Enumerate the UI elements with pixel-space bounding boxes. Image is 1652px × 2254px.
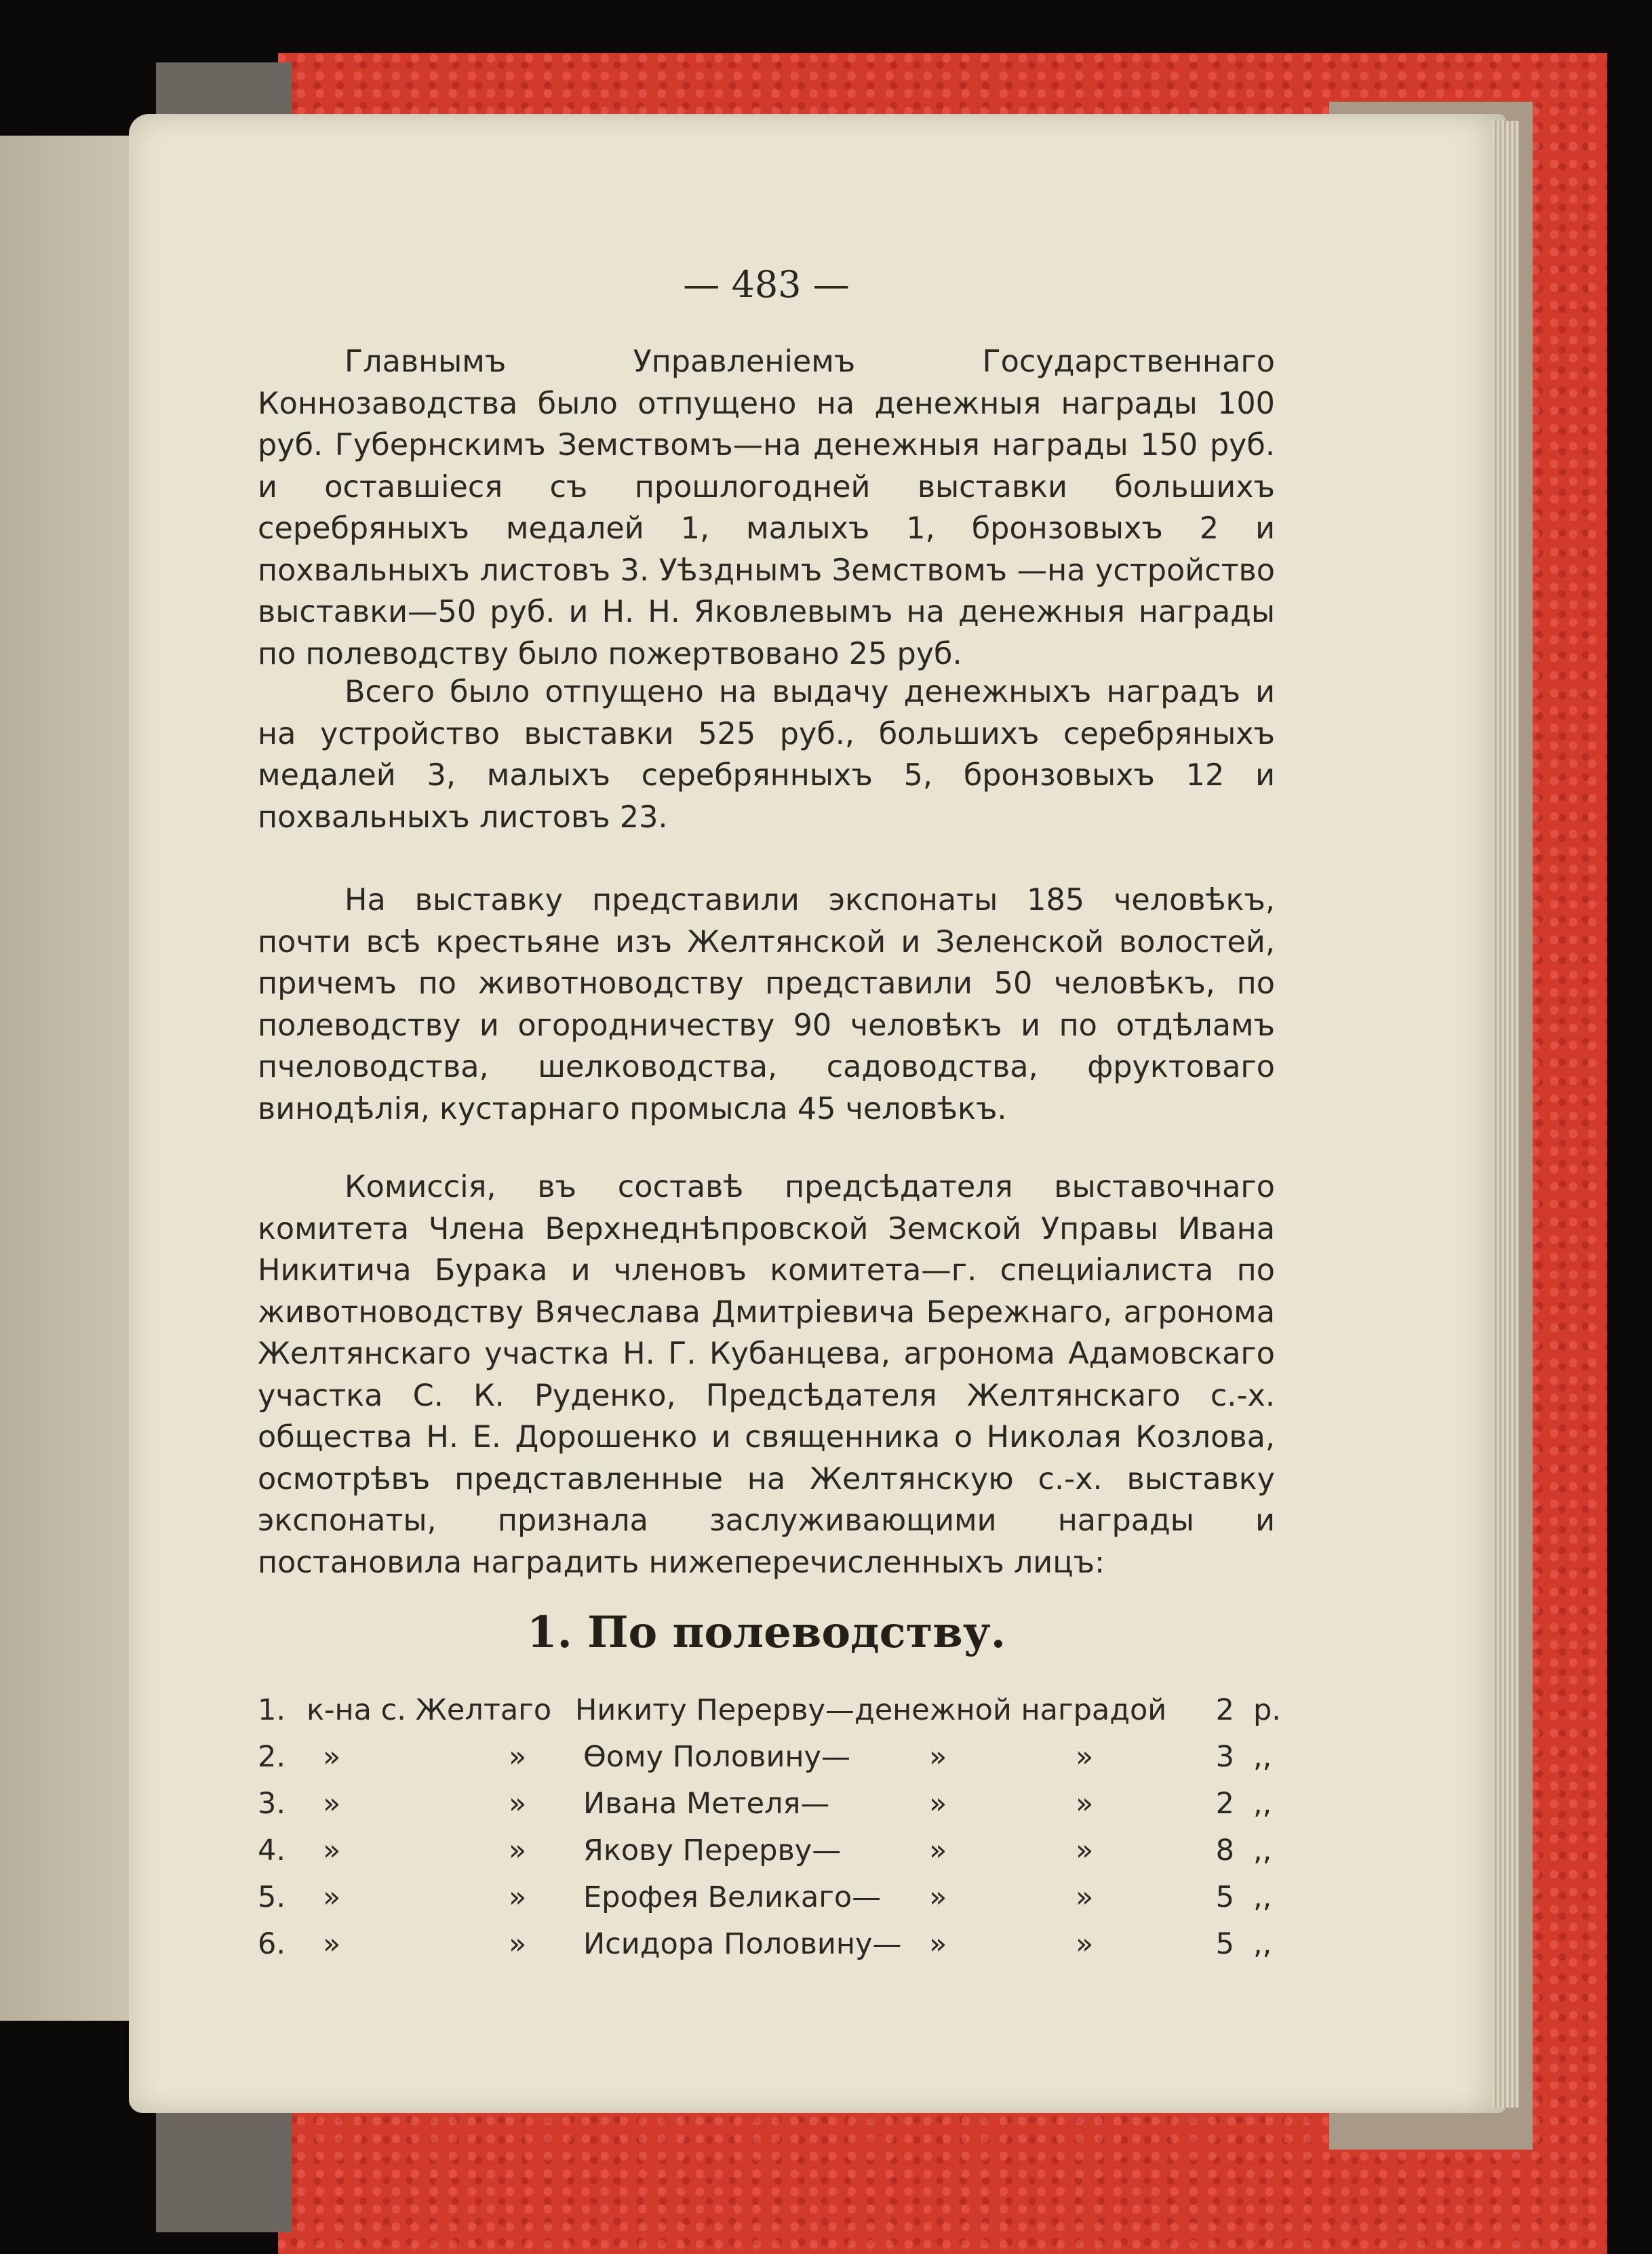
award-amount: 5 bbox=[1215, 1880, 1234, 1914]
page-edges bbox=[1492, 121, 1519, 2108]
award-unit: р. bbox=[1253, 1693, 1281, 1727]
award-ditto: » bbox=[929, 1787, 947, 1821]
award-row bbox=[258, 1787, 1282, 1834]
award-place: » bbox=[323, 1927, 341, 1961]
award-place: » bbox=[323, 1787, 341, 1821]
award-recipient: Ерофея Великаго— bbox=[583, 1880, 882, 1914]
award-place-ditto: » bbox=[509, 1740, 527, 1774]
paragraph-1: Главнымъ Управленіемъ Государственнаго Коннозаводства было отпущено на денежныя награды 100 руб. Губернскимъ Земствомъ—на денежныя награды 150 руб. и оставшіеся съ прошлогодней выставки большихъ серебряныхъ медалей 1, малыхъ 1, бронзовыхъ 2 и похвальныхъ листовъ 3. Уѣзднымъ Земствомъ —на устройство выставки—50 руб. и Н. Н. Яковлевымъ на денежныя награды по полеводству было пожертвовано 25 руб. bbox=[258, 344, 1275, 671]
award-row bbox=[258, 1740, 1282, 1787]
award-recipient: Исидора Половину— bbox=[583, 1927, 902, 1961]
page-number: — 483 — bbox=[683, 263, 850, 306]
award-number: 6. bbox=[258, 1927, 286, 1961]
award-ditto: » bbox=[929, 1834, 947, 1867]
award-unit: ,, bbox=[1253, 1787, 1272, 1821]
award-amount: 2 bbox=[1215, 1693, 1234, 1727]
paragraph-2: Всего было отпущено на выдачу денежныхъ наградъ и на устройство выставки 525 руб., большихъ серебряныхъ медалей 3, малыхъ серебрянныхъ 5, бронзовыхъ 12 и похвальныхъ листовъ 23. bbox=[258, 675, 1275, 835]
award-place-ditto: » bbox=[509, 1927, 527, 1961]
award-amount: 5 bbox=[1215, 1927, 1234, 1961]
award-number: 4. bbox=[258, 1834, 286, 1867]
award-ditto: » bbox=[929, 1740, 947, 1774]
awards-list bbox=[258, 1693, 1282, 1974]
section-heading: 1. По полеводству. bbox=[526, 1607, 1006, 1658]
award-row bbox=[258, 1834, 1282, 1880]
award-amount: 3 bbox=[1215, 1740, 1234, 1774]
award-number: 2. bbox=[258, 1740, 286, 1774]
award-recipient: Якову Перерву— bbox=[583, 1834, 842, 1867]
award-row bbox=[258, 1880, 1282, 1927]
award-place: » bbox=[323, 1880, 341, 1914]
award-ditto: » bbox=[1076, 1880, 1094, 1914]
award-unit: ,, bbox=[1253, 1834, 1272, 1867]
award-amount: 2 bbox=[1215, 1787, 1234, 1821]
award-place-ditto: » bbox=[509, 1880, 527, 1914]
award-recipient: Ивана Метеля— bbox=[583, 1787, 830, 1821]
award-place: » bbox=[323, 1740, 341, 1774]
award-place-ditto: » bbox=[509, 1787, 527, 1821]
award-ditto: » bbox=[1076, 1787, 1094, 1821]
award-number: 3. bbox=[258, 1787, 286, 1821]
award-unit: ,, bbox=[1253, 1927, 1272, 1961]
award-recipient: Ѳому Половину— bbox=[583, 1740, 850, 1774]
award-ditto: » bbox=[1076, 1740, 1094, 1774]
paragraph-4: Комиссія, въ составѣ предсѣдателя выставочнаго комитета Члена Верхнеднѣпровской Земской Управы Ивана Никитича Бурака и членовъ комитета—г. специіалиста по животноводству Вячеслава Дмитріевича Бережнаго, агронома Желтянскаго участка Н. Г. Кубанцева, агронома Адамовскаго участка С. К. Руденко, Предсѣдателя Желтянскаго с.-х. общества Н. Е. Дорошенко и священника о Николая Козлова, осмотрѣвъ представленные на Желтянскую с.-х. выставку экспонаты, признала заслуживающими награды и постановила наградить нижеперечисленныхъ лицъ: bbox=[258, 1170, 1275, 1580]
award-unit: ,, bbox=[1253, 1740, 1272, 1774]
award-ditto: » bbox=[1076, 1927, 1094, 1961]
award-number: 1. bbox=[258, 1693, 286, 1727]
award-recipient: Никиту Перерву—денежной наградой bbox=[575, 1693, 1167, 1727]
award-number: 5. bbox=[258, 1880, 286, 1914]
award-place: » bbox=[323, 1834, 341, 1867]
award-place: к-на с. Желтаго bbox=[307, 1693, 552, 1727]
award-row bbox=[258, 1693, 1282, 1740]
paragraph-3: На выставку представили экспонаты 185 человѣкъ, почти всѣ крестьяне изъ Желтянской и Зеленской волостей, причемъ по животноводству представили 50 человѣкъ, по полеводству и огородничеству 90 человѣкъ и по отдѣламъ пчеловодства, шелководства, садоводства, фруктоваго винодѣлія, кустарнаго промысла 45 человѣкъ. bbox=[258, 883, 1275, 1126]
award-row bbox=[258, 1927, 1282, 1974]
award-ditto: » bbox=[929, 1880, 947, 1914]
award-unit: ,, bbox=[1253, 1880, 1272, 1914]
award-ditto: » bbox=[929, 1927, 947, 1961]
award-ditto: » bbox=[1076, 1834, 1094, 1867]
award-place-ditto: » bbox=[509, 1834, 527, 1867]
award-amount: 8 bbox=[1215, 1834, 1234, 1867]
